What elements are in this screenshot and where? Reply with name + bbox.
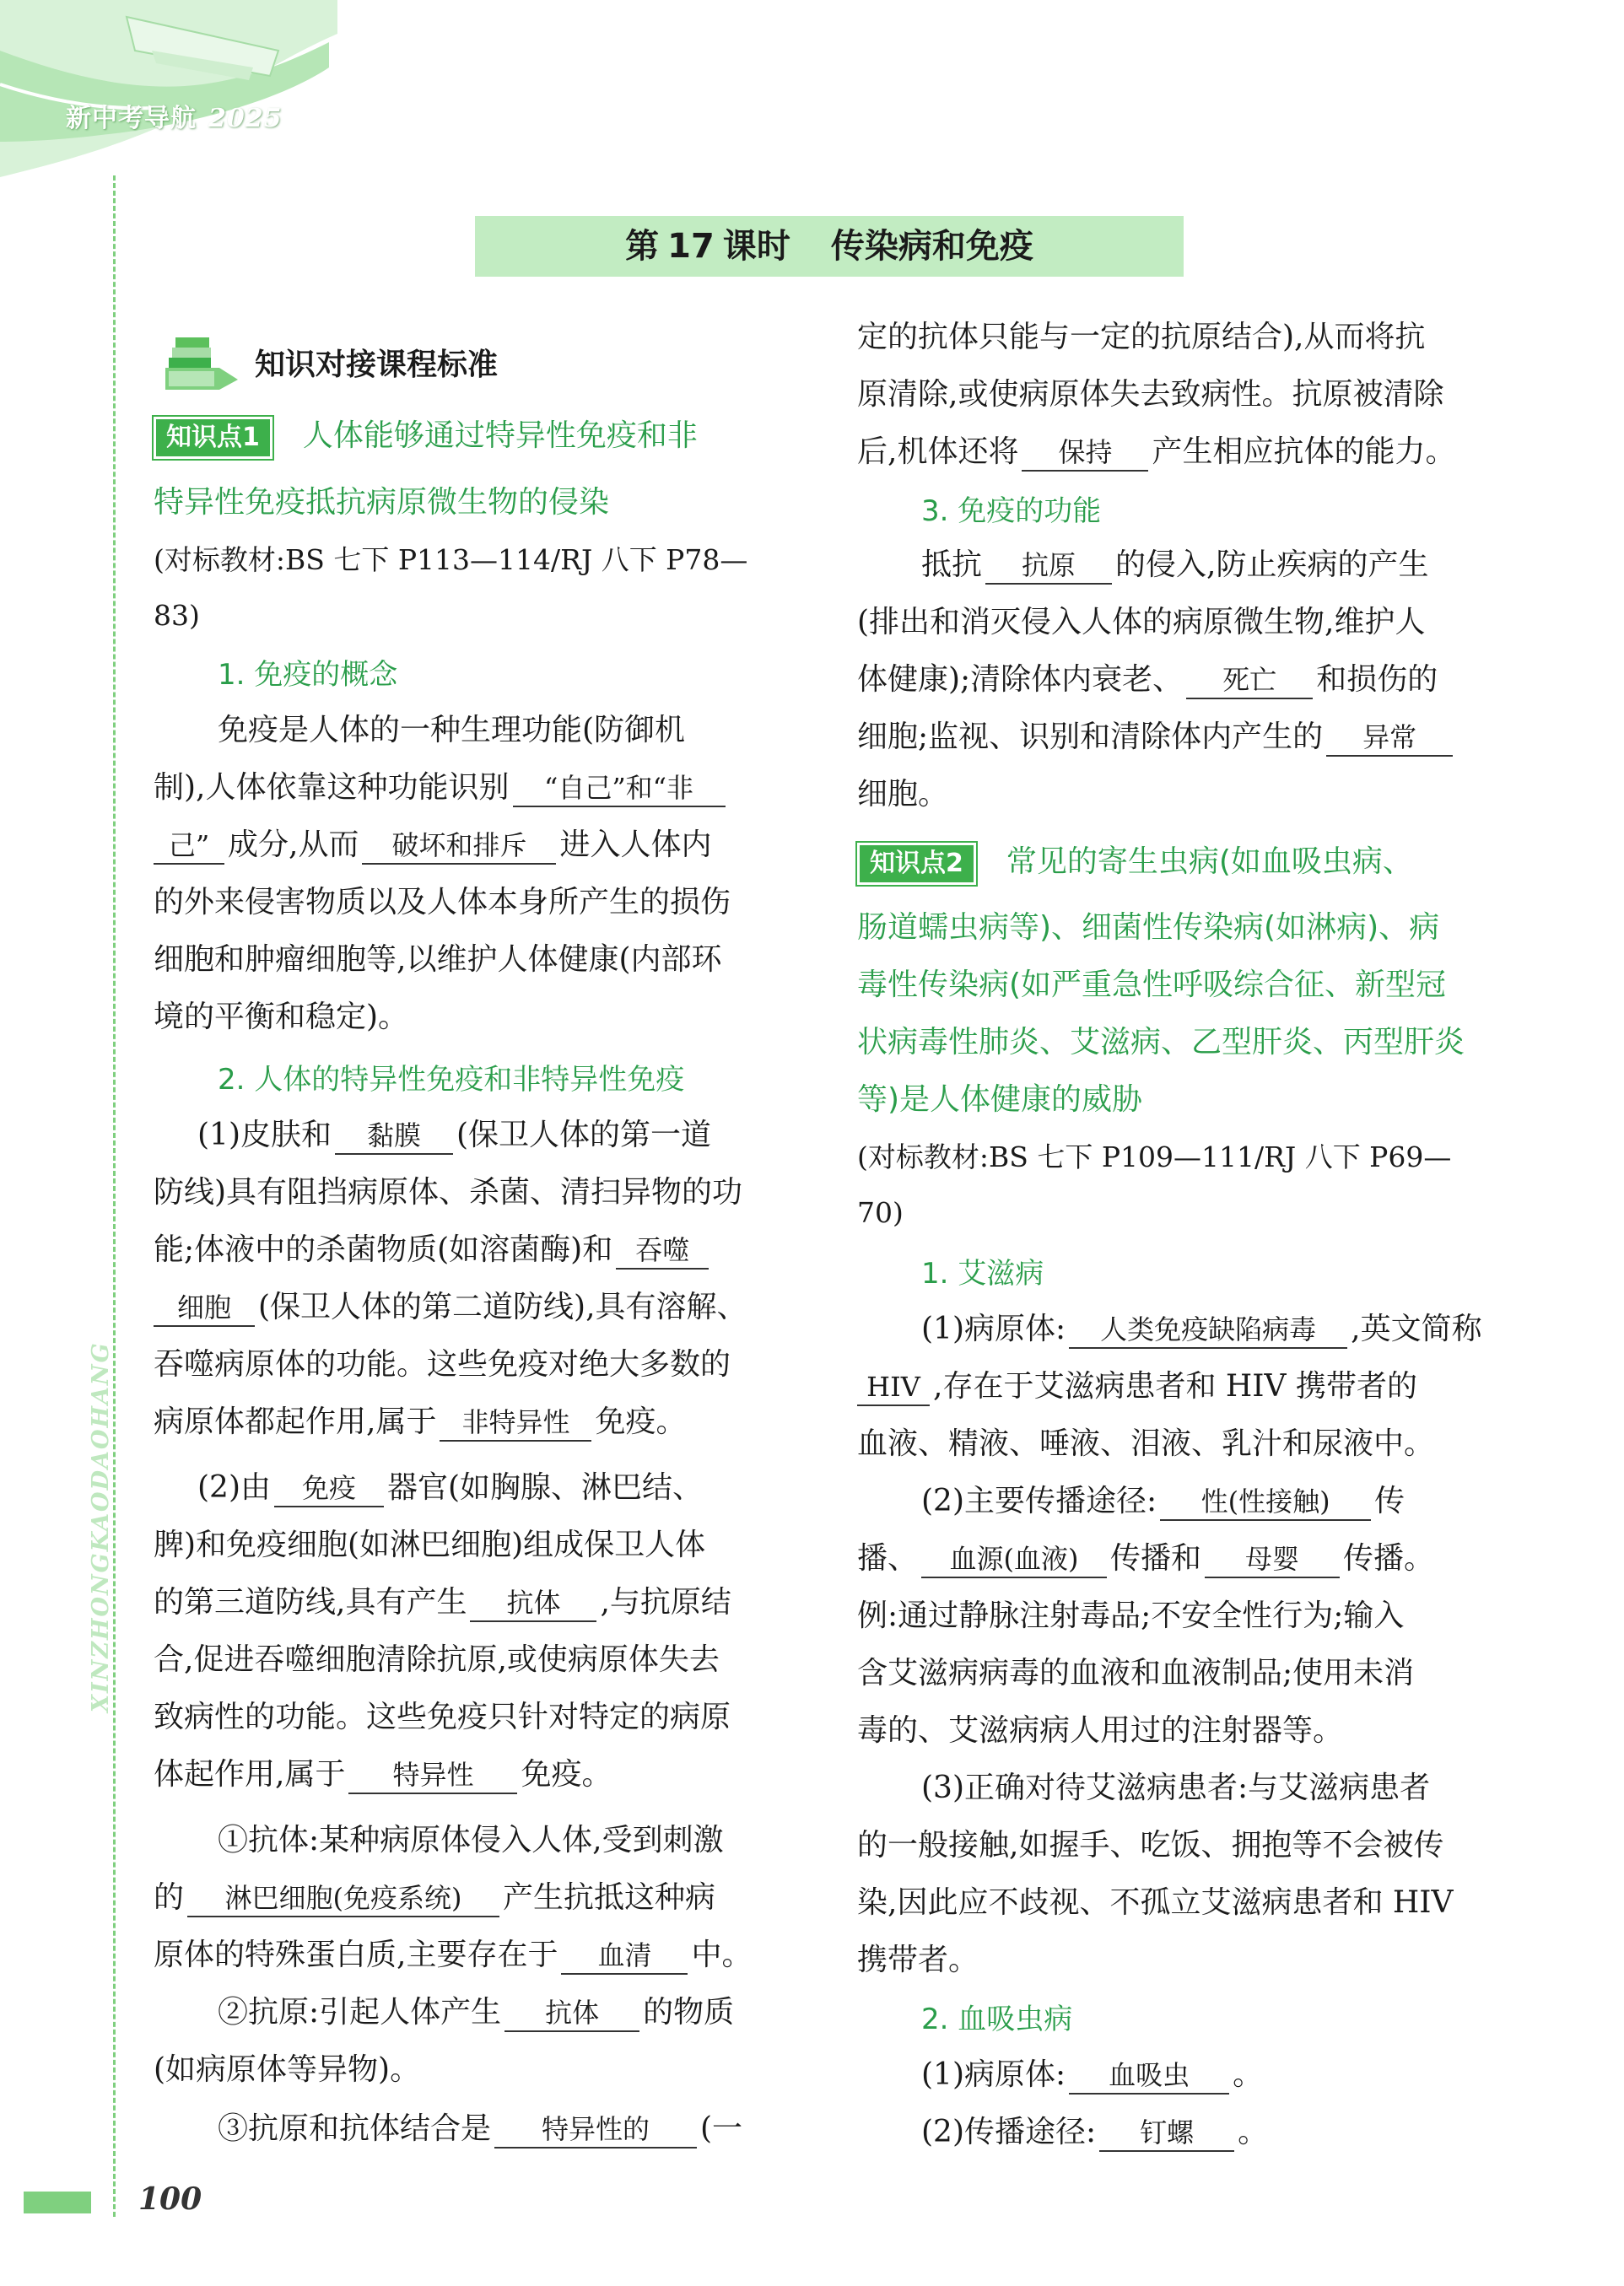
heading-schistosomiasis: 2. 血吸虫病 [921, 2003, 1073, 2036]
text-line: (1)病原体: 人类免疫缺陷病毒 ,英文简称 [921, 1309, 1482, 1350]
text-line: (1)皮肤和 黏膜 (保卫人体的第一道 [197, 1115, 711, 1156]
text-line: 含艾滋病病毒的血液和血液制品;使用未消 [857, 1656, 1415, 1690]
answer-blank: 性(性接触) [1160, 1482, 1371, 1521]
text-line: 病原体都起作用,属于 非特异性 免疫。 [154, 1402, 686, 1442]
kp2-title-line5: 等)是人体健康的威胁 [857, 1082, 1143, 1117]
lesson-topic: 传染病和免疫 [830, 227, 1033, 266]
text-line: 制),人体依靠这种功能识别 “自己”和“非 [154, 768, 729, 808]
kp2-title-line3: 毒性传染病(如严重急性呼吸综合征、新型冠 [857, 968, 1447, 1002]
answer-blank: HIV [857, 1367, 930, 1406]
answer-blank: 血清 [561, 1936, 688, 1975]
text-line: 合,促进吞噬细胞清除抗原,或使病原体失去 [154, 1642, 720, 1677]
kp2-ref-line1: (对标教材:BS 七下 P109—111/RJ 八下 P69— [857, 1140, 1452, 1173]
text-line: 血液、精液、唾液、泪液、乳汁和尿液中。 [857, 1426, 1435, 1461]
text-line: 免疫是人体的一种生理功能(防御机 [218, 713, 686, 747]
text-line: 吞噬病原体的功能。这些免疫对绝大多数的 [154, 1347, 731, 1382]
heading-immune-concept: 1. 免疫的概念 [218, 658, 398, 692]
text-line: ②抗原:引起人体产生 抗体 的物质 [218, 1992, 734, 2033]
heading-immune-function: 3. 免疫的功能 [921, 494, 1102, 528]
text-line: 细胞;监视、识别和清除体内产生的 异常 [857, 717, 1456, 758]
header-ship-decoration [0, 0, 337, 177]
text-line: 己” 成分,从而 破坏和排斥 进入人体内 [154, 825, 711, 865]
text-line: 能;体液中的杀菌物质(如溶菌酶)和 吞噬 [154, 1230, 712, 1270]
answer-blank: 细胞 [154, 1288, 255, 1327]
lesson-prefix: 第 [625, 227, 660, 266]
answer-blank: 免疫 [274, 1469, 384, 1507]
text-line: 细胞 (保卫人体的第二道防线),具有溶解、 [154, 1287, 747, 1328]
lesson-title [475, 216, 1184, 277]
answer-blank: 破坏和排斥 [362, 826, 556, 865]
text-line: 染,因此应不歧视、不孤立艾滋病患者和 HIV [857, 1885, 1454, 1920]
text-line: 例:通过静脉注射毒品;不安全性行为;输入 [857, 1599, 1405, 1633]
text-line: HIV ,存在于艾滋病患者和 HIV 携带者的 [857, 1367, 1417, 1407]
kp1-ref-line2: 83) [154, 599, 200, 632]
text-line: (2)主要传播途径: 性(性接触) 传 [921, 1481, 1405, 1522]
books-icon [160, 334, 245, 391]
heading-aids: 1. 艾滋病 [921, 1257, 1044, 1291]
answer-blank: 死亡 [1186, 660, 1313, 699]
kp2-title-line2: 肠道蠕虫病等)、细菌性传染病(如淋病)、病 [857, 910, 1440, 945]
margin-side-text: XINZHONGKAODAOHANG [88, 1341, 114, 1712]
text-line: 防线)具有阻挡病原体、杀菌、清扫异物的功 [154, 1175, 743, 1210]
text-line: 定的抗体只能与一定的抗原结合),从而将抗 [857, 320, 1426, 354]
text-line: 的一般接触,如握手、吃饭、拥抱等不会被传 [857, 1828, 1444, 1863]
answer-blank: 抗原 [985, 546, 1112, 585]
text-line: (1)病原体: 血吸虫 。 [921, 2055, 1263, 2095]
kp2-title-line1: 知识点2 常见的寄生虫病(如血吸虫病、 [857, 842, 1413, 885]
answer-blank: 淋巴细胞(免疫系统) [187, 1879, 499, 1917]
text-line: 播、 血源(血液) 传播和 母婴 传播。 [857, 1539, 1434, 1579]
answer-blank: 非特异性 [440, 1403, 591, 1442]
section-heading-text: 知识对接课程标准 [255, 348, 499, 382]
kp2-title-line4: 状病毒性肺炎、艾滋病、乙型肝炎、丙型肝炎 [857, 1025, 1465, 1059]
kp2-ref-line2: 70) [857, 1196, 904, 1229]
text-line: 细胞。 [857, 777, 949, 811]
margin-dashed-line [113, 175, 116, 2217]
kp1-title-line1: 知识点1 人体能够通过特异性免疫和非 [154, 416, 698, 459]
text-line: 原体的特殊蛋白质,主要存在于 血清 中。 [154, 1935, 752, 1976]
answer-blank: 黏膜 [335, 1116, 453, 1155]
answer-blank: 吞噬 [616, 1231, 709, 1270]
text-line: (2)由 免疫 器官(如胸腺、淋巴结、 [197, 1468, 703, 1508]
answer-blank: 保持 [1022, 433, 1148, 472]
answer-blank: 抗体 [504, 1993, 639, 2032]
heading-specific-immunity: 2. 人体的特异性免疫和非特异性免疫 [218, 1063, 685, 1097]
text-line: ①抗体:某种病原体侵入人体,受到刺激 [218, 1823, 724, 1857]
answer-blank: 异常 [1326, 718, 1453, 757]
text-line: (如病原体等异物)。 [154, 2052, 421, 2087]
kp2-badge: 知识点2 [857, 843, 976, 885]
answer-blank: 特异性的 [494, 2110, 697, 2149]
lesson-suffix: 课时 [722, 227, 790, 266]
answer-blank: 人类免疫缺陷病毒 [1069, 1310, 1347, 1349]
text-line: 的 淋巴细胞(免疫系统) 产生抗抵这种病 [154, 1878, 715, 1918]
answer-blank: 母婴 [1205, 1539, 1340, 1578]
text-line: (2)传播途径: 钉螺 。 [921, 2112, 1268, 2153]
text-line: (3)正确对待艾滋病患者:与艾滋病患者 [921, 1771, 1431, 1805]
text-line: 后,机体还将 保持 产生相应抗体的能力。 [857, 432, 1455, 472]
text-line: 毒的、艾滋病病人用过的注射器等。 [857, 1713, 1344, 1748]
answer-blank: 己” [154, 826, 224, 865]
page-number: 100 [138, 2181, 202, 2217]
answer-blank: “自己”和“非 [513, 768, 726, 807]
text-line: 致病性的功能。这些免疫只针对特定的病原 [154, 1700, 731, 1734]
text-line: 抵抗 抗原 的侵入,防止疾病的产生 [921, 545, 1428, 585]
text-line: 携带者。 [857, 1943, 979, 1977]
answer-blank: 抗体 [470, 1583, 596, 1622]
text-line: 脾)和免疫细胞(如淋巴细胞)组成保卫人体 [154, 1528, 706, 1562]
text-line: 原清除,或使病原体失去致病性。抗原被清除 [857, 377, 1444, 412]
kp1-ref-line1: (对标教材:BS 七下 P113—114/RJ 八下 P78— [154, 543, 748, 576]
answer-blank: 血源(血液) [921, 1539, 1107, 1578]
lesson-number: 17 [667, 227, 715, 266]
text-line: (排出和消灭侵入人体的病原微生物,维护人 [857, 605, 1426, 639]
kp1-title-line2: 特异性免疫抵抗病原微生物的侵染 [154, 485, 610, 520]
answer-blank: 血吸虫 [1069, 2056, 1229, 2095]
text-line: 的第三道防线,具有产生 抗体 ,与抗原结 [154, 1582, 731, 1623]
text-line: 细胞和肿瘤细胞等,以维护人体健康(内部环 [154, 942, 722, 977]
text-line: 的外来侵害物质以及人体本身所产生的损伤 [154, 885, 731, 919]
text-line: 体起作用,属于 特异性 免疫。 [154, 1755, 612, 1795]
answer-blank: 钉螺 [1099, 2113, 1234, 2152]
answer-blank: 特异性 [348, 1755, 517, 1794]
footer-bar [24, 2192, 91, 2213]
text-line: 体健康);清除体内衰老、 死亡 和损伤的 [857, 660, 1438, 700]
brand-year: 2025 [208, 104, 283, 133]
brand-title [66, 97, 283, 134]
kp1-badge: 知识点1 [154, 417, 272, 459]
text-line: ③抗原和抗体结合是 特异性的 (一 [218, 2109, 742, 2149]
brand-name: 新中考导航 [66, 104, 197, 133]
text-line: 境的平衡和稳定)。 [154, 1000, 409, 1034]
